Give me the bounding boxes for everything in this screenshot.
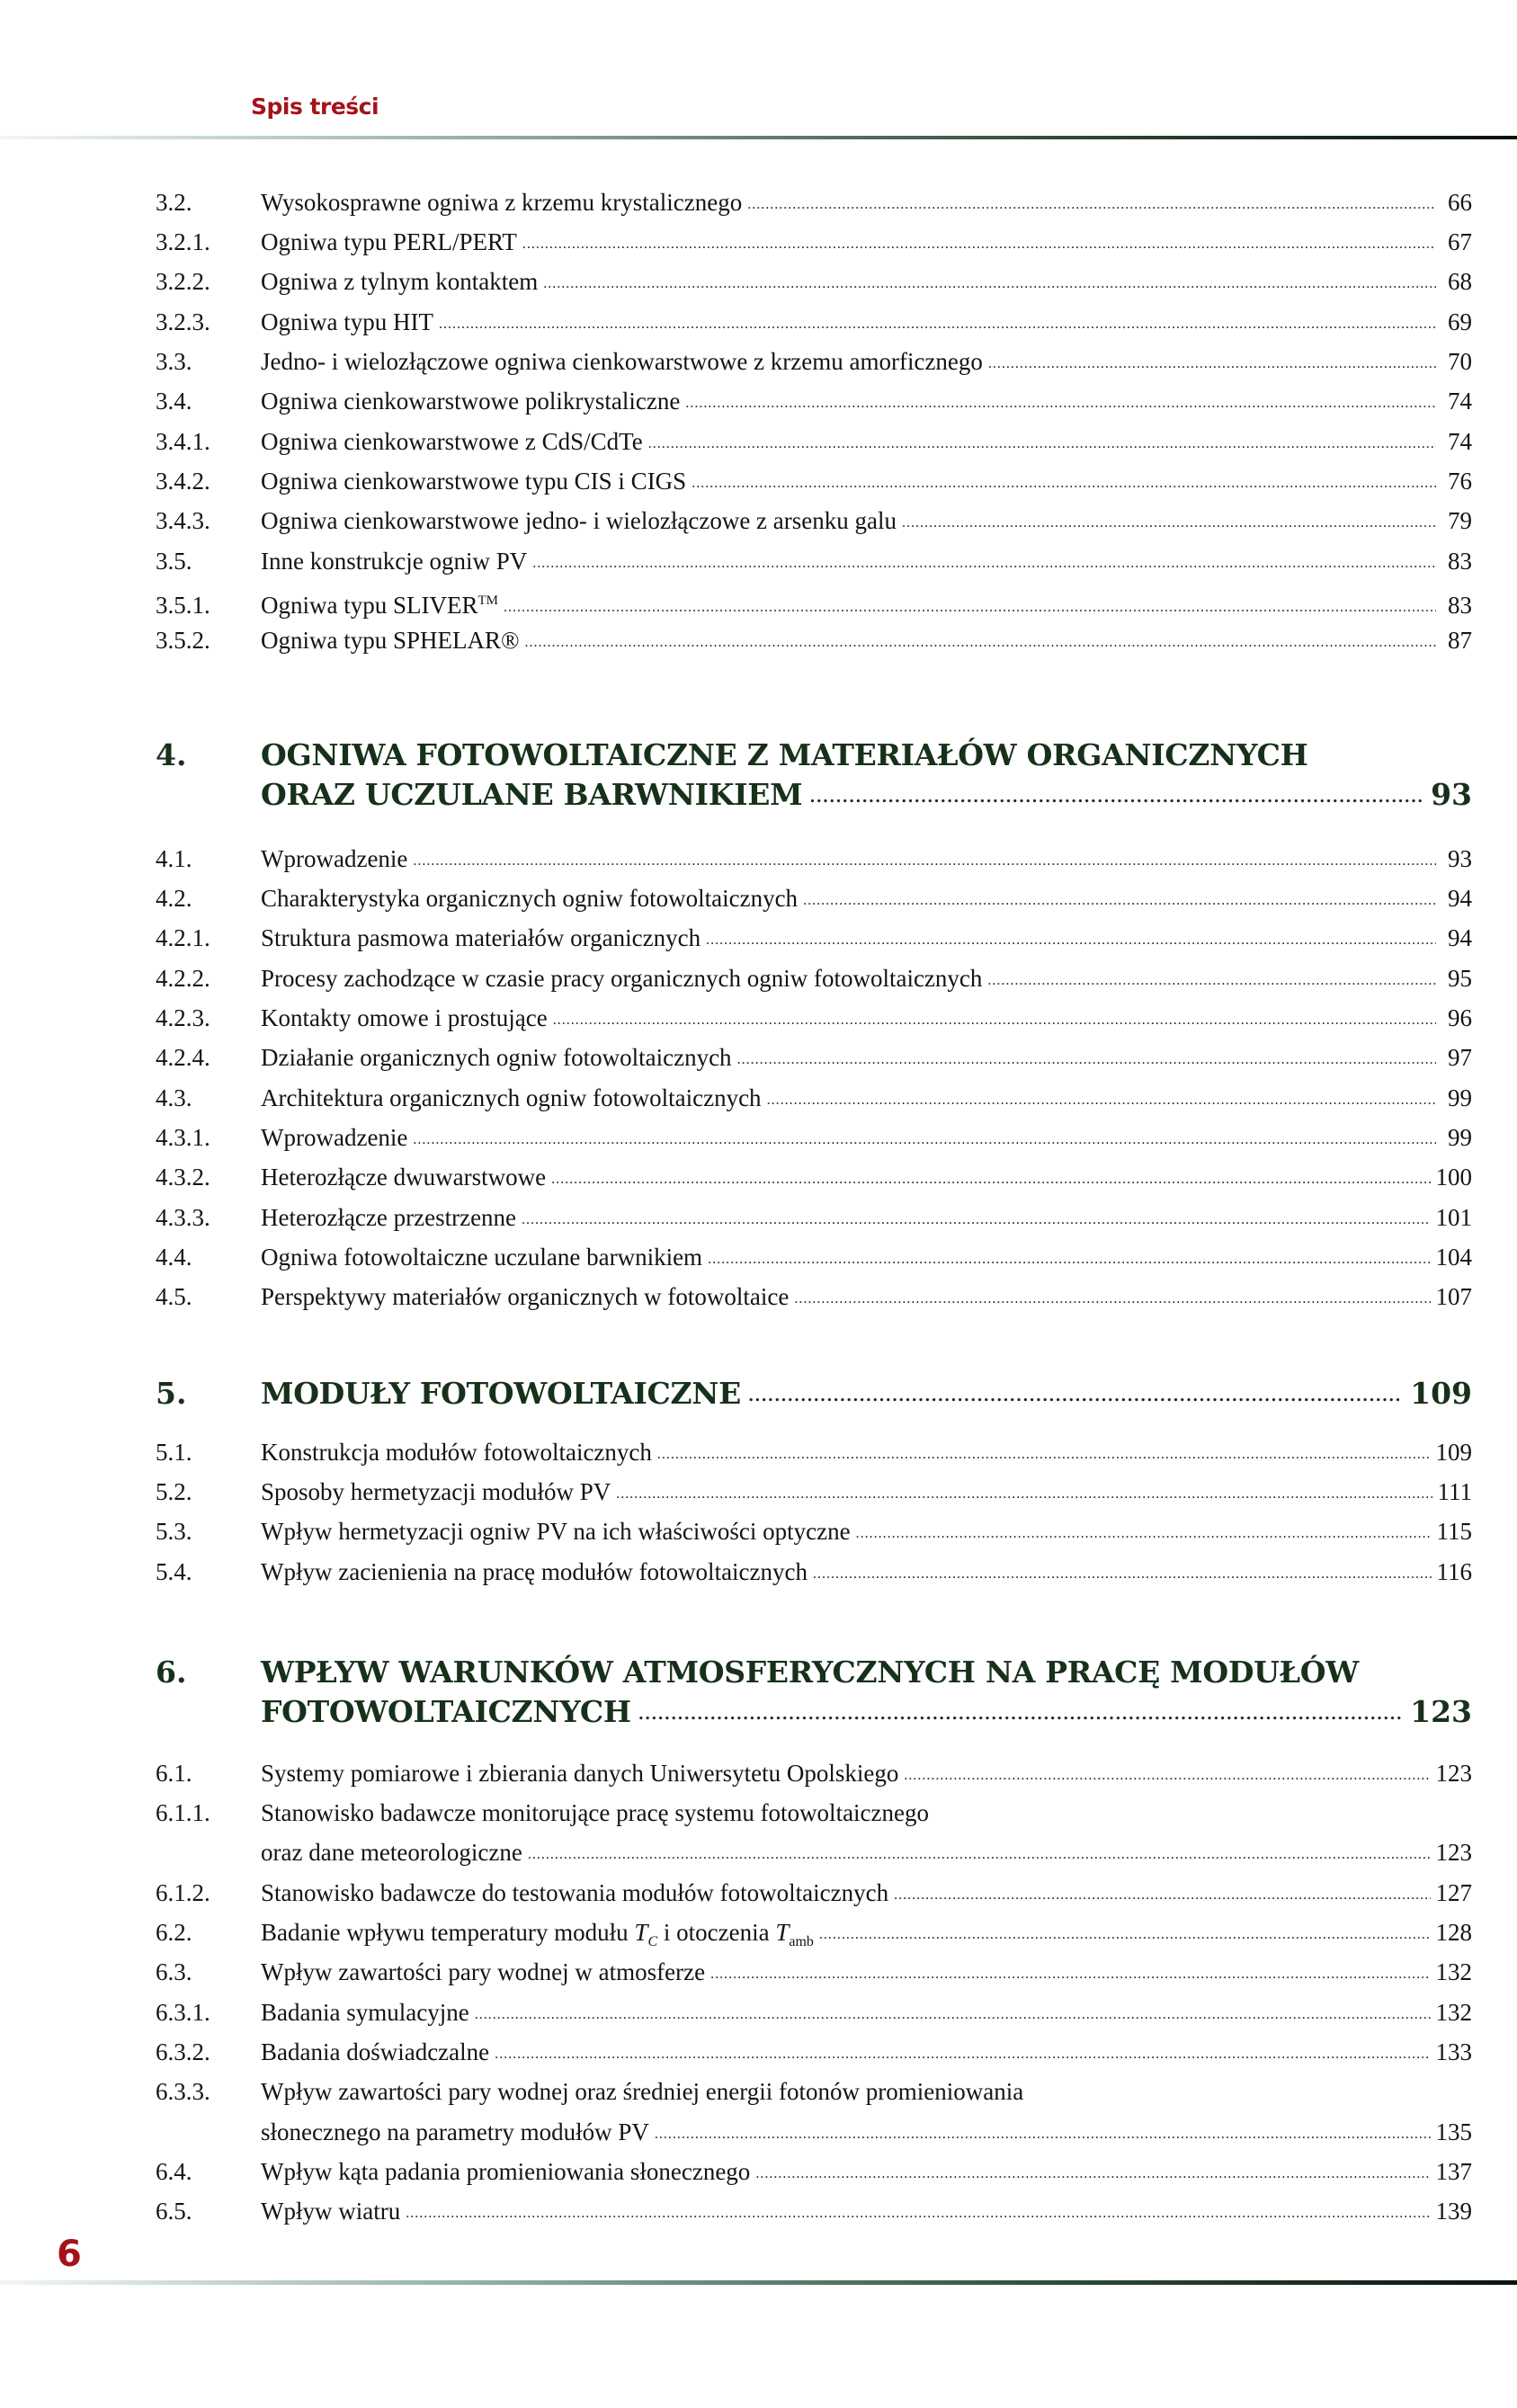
entry-page: 116 xyxy=(1436,1558,1472,1585)
leader-dots xyxy=(706,923,1436,959)
leader-dots xyxy=(755,2156,1430,2192)
chapter-title-line1: WPŁYW WARUNKÓW ATMOSFERYCZNYCH NA PRACĘ MODUŁÓW xyxy=(261,1654,1359,1690)
toc-entry-4-2-3[interactable] xyxy=(156,1000,1472,1036)
entry-title xyxy=(261,583,498,623)
leader-dots xyxy=(475,1997,1431,2033)
entry-title: Perspektywy materiałów organicznych w fotowoltaice xyxy=(261,1283,790,1310)
leader-dots xyxy=(439,307,1436,343)
symbol-tamb: T xyxy=(775,1919,790,1946)
leader-dots xyxy=(648,426,1436,462)
leader-dots xyxy=(692,466,1436,502)
leader-dots xyxy=(504,590,1436,626)
entry-number: 6.1.2. xyxy=(156,1879,210,1906)
leader-dots xyxy=(638,1695,1403,1735)
entry-number: 4.3.1. xyxy=(156,1124,210,1151)
leader-dots xyxy=(747,187,1436,223)
leader-dots xyxy=(987,963,1436,999)
toc-entry-6-3[interactable] xyxy=(156,1954,1472,1990)
entry-title: Systemy pomiarowe i zbierania danych Uniwersytetu Opolskiego xyxy=(261,1760,899,1787)
leader-dots xyxy=(737,1042,1436,1078)
toc-entry-3-2-3[interactable] xyxy=(156,304,1472,340)
symbol-tamb-subscript: amb xyxy=(789,1934,814,1949)
entry-title: Ogniwa cienkowarstwowe jedno- i wielozłączowe z arsenku galu xyxy=(261,507,897,534)
leader-dots xyxy=(809,778,1423,817)
leader-dots xyxy=(616,1476,1432,1512)
entry-title: Inne konstrukcje ogniw PV xyxy=(261,548,528,575)
entry-number: 6.3.3. xyxy=(156,2078,210,2105)
toc-entry-4-1[interactable] xyxy=(156,841,1472,877)
entry-page: 133 xyxy=(1435,2038,1472,2065)
chapter-number: 4. xyxy=(156,737,187,772)
chapter-number: 6. xyxy=(156,1654,187,1690)
leader-dots xyxy=(406,2196,1430,2232)
toc-entry-3-2[interactable] xyxy=(156,184,1472,220)
entry-title: Wysokosprawne ogniwa z krzemu krystalicznego xyxy=(261,189,743,216)
entry-title: Kontakty omowe i prostujące xyxy=(261,1004,548,1031)
leader-dots xyxy=(522,227,1436,263)
toc-entry-3-4-3[interactable] xyxy=(156,503,1472,539)
toc-entry-4-2-4[interactable] xyxy=(156,1039,1472,1075)
entry-page: 111 xyxy=(1437,1478,1472,1505)
entry-page: 99 xyxy=(1448,1084,1472,1111)
entry-title-text: i otoczenia xyxy=(657,1919,776,1946)
toc-entry-5-4[interactable] xyxy=(156,1554,1472,1590)
chapter-title: MODUŁY FOTOWOLTAICZNE xyxy=(261,1376,741,1411)
entry-title: Struktura pasmowa materiałów organicznych xyxy=(261,924,701,951)
leader-dots xyxy=(543,266,1436,302)
entry-title: Wpływ wiatru xyxy=(261,2198,401,2225)
chapter-page: 123 xyxy=(1410,1694,1472,1729)
toc-entry-4-5[interactable] xyxy=(156,1279,1472,1315)
leader-dots xyxy=(685,386,1436,422)
entry-page: 94 xyxy=(1448,924,1472,951)
leader-dots xyxy=(904,1758,1430,1794)
symbol-tc-subscript: C xyxy=(647,1934,658,1949)
toc-chapter-5[interactable] xyxy=(156,1374,1472,1414)
entry-number: 4.2.1. xyxy=(156,924,210,951)
entry-number: 3.4.3. xyxy=(156,507,210,534)
entry-number: 4.5. xyxy=(156,1283,192,1310)
toc-chapter-6[interactable] xyxy=(156,1653,1472,1732)
toc-chapter-4[interactable] xyxy=(156,736,1472,815)
footer-rule xyxy=(0,2280,1517,2285)
entry-page: 76 xyxy=(1448,468,1472,495)
entry-number: 4.2.2. xyxy=(156,965,210,992)
leader-dots xyxy=(819,1917,1431,1953)
entry-page: 69 xyxy=(1448,308,1472,335)
entry-title: Wpływ zawartości pary wodnej w atmosferze xyxy=(261,1958,706,1985)
entry-page: 67 xyxy=(1448,228,1472,255)
entry-page: 127 xyxy=(1435,1879,1472,1906)
entry-page: 135 xyxy=(1435,2118,1472,2145)
entry-number: 3.4.2. xyxy=(156,468,210,495)
entry-number: 3.2.1. xyxy=(156,228,210,255)
chapter-title-line2: FOTOWOLTAICZNYCH xyxy=(261,1694,631,1729)
toc-entry-4-3-2[interactable] xyxy=(156,1159,1472,1195)
entry-page: 100 xyxy=(1435,1164,1472,1191)
entry-number: 5.1. xyxy=(156,1439,192,1466)
entry-number: 6.3. xyxy=(156,1958,192,1985)
leader-dots xyxy=(710,1957,1430,1993)
leader-dots xyxy=(803,883,1436,919)
entry-number: 3.2. xyxy=(156,189,192,216)
toc-entry-6-1[interactable] xyxy=(156,1755,1472,1791)
entry-page: 74 xyxy=(1448,388,1472,415)
entry-title: Charakterystyka organicznych ogniw fotowoltaicznych xyxy=(261,885,799,912)
entry-page: 104 xyxy=(1435,1244,1472,1271)
entry-title: Heterozłącze dwuwarstwowe xyxy=(261,1164,547,1191)
header-rule xyxy=(0,136,1517,139)
chapter-page: 109 xyxy=(1410,1376,1472,1411)
entry-title: Ogniwa cienkowarstwowe polikrystaliczne xyxy=(261,388,681,415)
entry-page: 115 xyxy=(1436,1518,1472,1545)
toc-entry-4-2[interactable] xyxy=(156,880,1472,916)
toc-entry-4-2-2[interactable] xyxy=(156,960,1472,996)
leader-dots xyxy=(767,1083,1436,1119)
chapter-title-line1: OGNIWA FOTOWOLTAICZNE Z MATERIAŁÓW ORGANICZNYCH xyxy=(261,737,1308,772)
toc-entry-3-4-1[interactable] xyxy=(156,424,1472,459)
entry-page: 128 xyxy=(1435,1919,1472,1946)
entry-page: 99 xyxy=(1448,1124,1472,1151)
entry-title-text: Badanie wpływu temperatury modułu xyxy=(261,1919,635,1946)
entry-number: 4.3. xyxy=(156,1084,192,1111)
toc-entry-6-3-3-continued[interactable] xyxy=(156,2114,1472,2150)
symbol-tc: T xyxy=(634,1919,648,1946)
entry-number: 5.4. xyxy=(156,1558,192,1585)
entry-title: Ogniwa fotowoltaiczne uczulane barwnikiem xyxy=(261,1244,703,1271)
toc-entry-6-1-2[interactable] xyxy=(156,1875,1472,1911)
chapter-number: 5. xyxy=(156,1376,187,1411)
entry-page: 79 xyxy=(1448,507,1472,534)
leader-dots xyxy=(532,546,1436,582)
entry-title: Architektura organicznych ogniw fotowoltaicznych xyxy=(261,1084,762,1111)
entry-page: 74 xyxy=(1448,428,1472,455)
leader-dots xyxy=(553,1003,1436,1039)
entry-title: Ogniwa cienkowarstwowe z CdS/CdTe xyxy=(261,428,643,455)
leader-dots xyxy=(522,1202,1430,1238)
leader-dots xyxy=(525,625,1436,661)
toc-entry-6-3-3[interactable] xyxy=(156,2074,1472,2109)
entry-number: 5.2. xyxy=(156,1478,192,1505)
leader-dots xyxy=(813,1556,1431,1592)
toc-entry-6-4[interactable] xyxy=(156,2154,1472,2189)
entry-page: 83 xyxy=(1448,592,1472,619)
entry-page: 123 xyxy=(1435,1839,1472,1866)
entry-page: 109 xyxy=(1435,1439,1472,1466)
entry-number: 3.2.3. xyxy=(156,308,210,335)
toc-entry-3-5-1[interactable] xyxy=(156,583,1472,619)
entry-page: 101 xyxy=(1435,1204,1472,1231)
entry-page: 93 xyxy=(1448,845,1472,872)
toc-entry-6-3-2[interactable] xyxy=(156,2034,1472,2070)
entry-number: 3.2.2. xyxy=(156,268,210,295)
entry-page: 83 xyxy=(1448,548,1472,575)
toc-entry-3-4[interactable] xyxy=(156,383,1472,419)
entry-page: 66 xyxy=(1448,189,1472,216)
entry-title: Badania doświadczalne xyxy=(261,2038,490,2065)
entry-number: 5.3. xyxy=(156,1518,192,1545)
leader-dots xyxy=(655,2117,1431,2153)
toc-entry-5-2[interactable] xyxy=(156,1474,1472,1510)
running-head-title: Spis treści xyxy=(251,94,379,120)
entry-title: Ogniwa typu PERL/PERT xyxy=(261,228,517,255)
toc-entry-6-1-1[interactable] xyxy=(156,1795,1472,1831)
entry-title: Sposoby hermetyzacji modułów PV xyxy=(261,1478,611,1505)
entry-number: 6.4. xyxy=(156,2158,192,2185)
leader-dots xyxy=(551,1162,1430,1198)
toc-entry-5-3[interactable] xyxy=(156,1513,1472,1549)
entry-number: 4.1. xyxy=(156,845,192,872)
toc-entry-3-3[interactable] xyxy=(156,343,1472,379)
leader-dots xyxy=(657,1437,1431,1473)
entry-page: 107 xyxy=(1435,1283,1472,1310)
entry-title: Wpływ zacienienia na pracę modułów fotowoltaicznych xyxy=(261,1558,808,1585)
entry-page: 94 xyxy=(1448,885,1472,912)
entry-title: Stanowisko badawcze monitorujące pracę systemu fotowoltaicznego xyxy=(261,1799,930,1826)
leader-dots xyxy=(856,1516,1432,1552)
entry-number: 6.2. xyxy=(156,1919,192,1946)
toc-entry-6-1-1-continued[interactable] xyxy=(156,1834,1472,1870)
entry-number: 4.2.4. xyxy=(156,1044,210,1071)
toc-entry-4-3[interactable] xyxy=(156,1080,1472,1116)
entry-title: Wpływ zawartości pary wodnej oraz średniej energii fotonów promieniowania xyxy=(261,2078,1024,2105)
entry-page: 96 xyxy=(1448,1004,1472,1031)
toc-entry-3-5[interactable] xyxy=(156,543,1472,579)
entry-number: 4.3.3. xyxy=(156,1204,210,1231)
entry-title: Heterozłącze przestrzenne xyxy=(261,1204,517,1231)
toc-entry-6-3-1[interactable] xyxy=(156,1994,1472,2030)
entry-title: Wpływ hermetyzacji ogniw PV na ich właściwości optyczne xyxy=(261,1518,851,1545)
leader-dots xyxy=(495,2037,1430,2073)
chapter-page: 93 xyxy=(1431,777,1472,812)
toc-entry-3-4-2[interactable] xyxy=(156,463,1472,499)
leader-dots xyxy=(413,843,1436,879)
entry-page: 68 xyxy=(1448,268,1472,295)
entry-page: 137 xyxy=(1435,2158,1472,2185)
entry-number: 4.4. xyxy=(156,1244,192,1271)
entry-number: 6.3.2. xyxy=(156,2038,210,2065)
toc-entry-5-1[interactable] xyxy=(156,1434,1472,1470)
toc-entry-6-5[interactable] xyxy=(156,2193,1472,2229)
chapter-title-line2: ORAZ UCZULANE BARWNIKIEM xyxy=(261,777,803,812)
entry-number: 6.1. xyxy=(156,1760,192,1787)
entry-page: 132 xyxy=(1435,1958,1472,1985)
entry-title: Ogniwa z tylnym kontaktem xyxy=(261,268,539,295)
entry-page: 87 xyxy=(1448,627,1472,654)
entry-title: Wprowadzenie xyxy=(261,845,408,872)
toc-entry-3-2-1[interactable] xyxy=(156,224,1472,260)
entry-title: Stanowisko badawcze do testowania modułów fotowoltaicznych xyxy=(261,1879,889,1906)
toc-entry-4-4[interactable] xyxy=(156,1239,1472,1275)
leader-dots xyxy=(528,1837,1431,1873)
entry-number: 3.5.2. xyxy=(156,627,210,654)
entry-page: 132 xyxy=(1435,1999,1472,2026)
entry-title-text: Ogniwa typu SLIVER xyxy=(261,592,478,619)
entry-title: Konstrukcja modułów fotowoltaicznych xyxy=(261,1439,652,1466)
toc-entry-4-3-3[interactable] xyxy=(156,1200,1472,1235)
entry-number: 3.3. xyxy=(156,348,192,375)
toc-entry-4-3-1[interactable] xyxy=(156,1119,1472,1155)
entry-title-continued: oraz dane meteorologiczne xyxy=(261,1839,522,1866)
leader-dots xyxy=(413,1122,1436,1158)
entry-number: 3.5.1. xyxy=(156,592,210,619)
entry-page: 70 xyxy=(1448,348,1472,375)
toc-entry-6-2[interactable] xyxy=(156,1914,1472,1950)
entry-title: Ogniwa cienkowarstwowe typu CIS i CIGS xyxy=(261,468,687,495)
leader-dots xyxy=(794,1281,1430,1317)
entry-number: 3.4.1. xyxy=(156,428,210,455)
entry-number: 6.3.1. xyxy=(156,1999,210,2026)
entry-page: 97 xyxy=(1448,1044,1472,1071)
entry-page: 123 xyxy=(1435,1760,1472,1787)
entry-number: 6.5. xyxy=(156,2198,192,2225)
entry-title: Jedno- i wielozłączowe ogniwa cienkowarstwowe z krzemu amorficznego xyxy=(261,348,983,375)
entry-title: Ogniwa typu HIT xyxy=(261,308,433,335)
entry-number: 4.3.2. xyxy=(156,1164,210,1191)
toc-entry-4-2-1[interactable] xyxy=(156,920,1472,956)
entry-number: 3.5. xyxy=(156,548,192,575)
leader-dots xyxy=(988,346,1436,382)
leader-dots xyxy=(902,505,1436,541)
entry-page: 139 xyxy=(1435,2198,1472,2225)
entry-page: 95 xyxy=(1448,965,1472,992)
entry-title: Procesy zachodzące w czasie pracy organicznych ogniw fotowoltaicznych xyxy=(261,965,983,992)
entry-number: 6.1.1. xyxy=(156,1799,210,1826)
toc-entry-3-2-2[interactable] xyxy=(156,263,1472,299)
leader-dots xyxy=(894,1877,1430,1913)
entry-title: Ogniwa typu SPHELAR® xyxy=(261,627,520,654)
entry-title-continued: słonecznego na parametry modułów PV xyxy=(261,2118,649,2145)
entry-title: Badania symulacyjne xyxy=(261,1999,469,2026)
leader-dots xyxy=(708,1242,1430,1278)
toc-entry-3-5-2[interactable] xyxy=(156,622,1472,658)
trademark-superscript: TM xyxy=(477,593,498,608)
entry-title: Działanie organicznych ogniw fotowoltaicznych xyxy=(261,1044,732,1071)
leader-dots xyxy=(748,1377,1403,1416)
entry-number: 4.2. xyxy=(156,885,192,912)
entry-title: Wpływ kąta padania promieniowania słonecznego xyxy=(261,2158,751,2185)
entry-number: 3.4. xyxy=(156,388,192,415)
entry-number: 4.2.3. xyxy=(156,1004,210,1031)
page-number: 6 xyxy=(57,2234,82,2275)
entry-title: Wprowadzenie xyxy=(261,1124,408,1151)
